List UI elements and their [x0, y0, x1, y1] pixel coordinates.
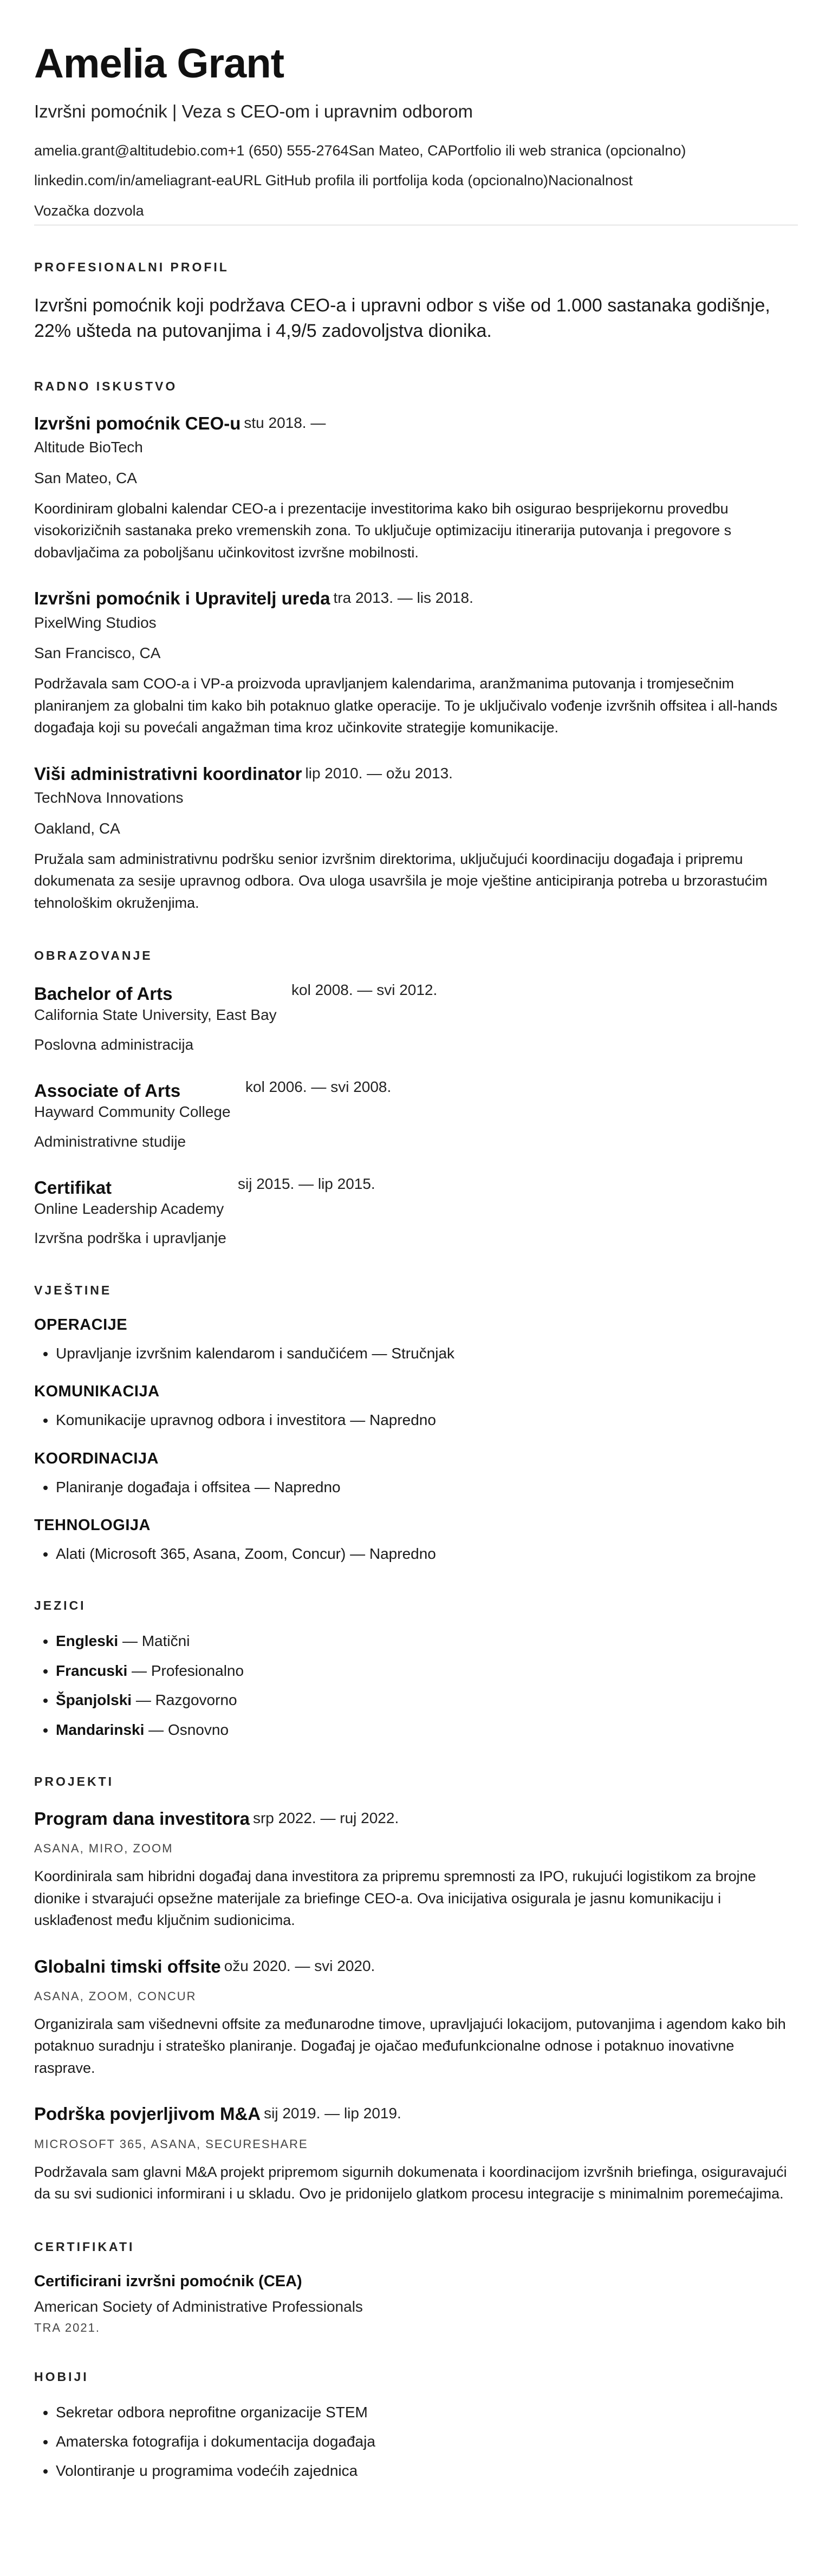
job-title: Izvršni pomoćnik CEO-u: [34, 413, 241, 433]
project-description: Koordinirala sam hibridni događaj dana investitora za pripremu spremnosti za IPO, rukujući logistikom za brojne dionike i stvarajući opsežne materijale za briefinge CEO-a. Ova inicijativa osigurala je jasnu komunikaciju i usklađenost među ključnim sudionicima.: [34, 1868, 756, 1929]
skill-item: • Upravljanje izvršnim kalendarom i sandučićem — Stručnjak: [56, 1344, 798, 1363]
language-item: [56, 1661, 798, 1681]
section-title-skills: VJEŠTINE: [34, 1283, 112, 1297]
skill-item: • Komunikacije upravnog odbora i investitora — Napredno: [56, 1410, 798, 1430]
education-school: Hayward Community College: [34, 1103, 231, 1121]
contact-nationality: Nacionalnost: [548, 172, 633, 189]
job-description: Podržavala sam COO-a i VP-a proizvoda upravljanjem kalendarima, aranžmanima putovanja i tromjesečnim planiranjem za globalni tim kako bih potaknuo glatke operacije. To je uključivalo vođenje izvršnih offsitea i all-hands događaja koji su povećali angažman tima kroz učinkovite strategije komunikacije.: [34, 675, 778, 736]
contact-location: San Mateo, CA: [348, 142, 448, 159]
project-tech: ASANA, ZOOM, CONCUR: [34, 1989, 197, 2003]
project-dates: sij 2019. — lip 2019.: [264, 2105, 401, 2122]
education-item: [34, 981, 798, 1055]
section-title-profile: PROFESIONALNI PROFIL: [34, 259, 229, 274]
education-item: [34, 1175, 798, 1248]
certificate-name: Certificirani izvršni pomoćnik (CEA): [34, 2272, 302, 2290]
project-title: Podrška povjerljivom M&A: [34, 2104, 261, 2124]
language-name: Španjolski: [56, 1692, 132, 1709]
hobby-item: • Volontiranje u programima vodećih zajednica: [56, 2461, 798, 2481]
language-item: [56, 1720, 798, 1740]
skill-item: • Planiranje događaja i offsitea — Napredno: [56, 1478, 798, 1497]
education-dates: sij 2015. — lip 2015.: [238, 1175, 375, 1193]
language-level: — Razgovorno: [132, 1692, 237, 1709]
skill-group: [34, 1517, 798, 1564]
skill-item: • Alati (Microsoft 365, Asana, Zoom, Concur) — Napredno: [56, 1544, 798, 1564]
language-item: [56, 1690, 798, 1710]
language-name: Engleski: [56, 1632, 119, 1650]
profile-summary: Izvršni pomoćnik koji podržava CEO-a i upravni odbor s više od 1.000 sastanaka godišnje, 22% ušteda na putovanjima i 4,9/5 zadovoljstva dionika.: [34, 295, 770, 342]
project-item: [34, 1807, 798, 1931]
language-level: — Osnovno: [144, 1721, 229, 1738]
project-description: Podržavala sam glavni M&A projekt pripremom sigurnih dokumenata i koordinacijom izvršnih briefinga, osiguravajući da su svi sudionici informirani i u skladu. Ovo je pridonijelo glatkom procesu integracije s minimalnim poremećajima.: [34, 2163, 787, 2202]
certificate-date: TRA 2021.: [34, 2320, 100, 2334]
skill-category: KOMUNIKACIJA: [34, 1383, 160, 1401]
candidate-tagline: Izvršni pomoćnik | Veza s CEO-om i upravnim odborom: [34, 101, 473, 121]
section-title-languages: JEZICI: [34, 1598, 86, 1613]
job-location: Oakland, CA: [34, 819, 120, 837]
skill-group: [34, 1450, 798, 1497]
project-dates: ožu 2020. — svi 2020.: [224, 1957, 375, 1974]
project-tech: ASANA, MIRO, ZOOM: [34, 1842, 173, 1856]
contact-portfolio: Portfolio ili web stranica (opcionalno): [447, 142, 686, 159]
language-level: — Profesionalno: [127, 1662, 244, 1679]
job-title: Viši administrativni koordinator: [34, 763, 302, 784]
education-dates: kol 2008. — svi 2012.: [291, 981, 438, 999]
education-field: Administrativne studije: [34, 1133, 186, 1150]
contact-linkedin: linkedin.com/in/ameliagrant-ea: [34, 172, 233, 189]
skill-category: TEHNOLOGIJA: [34, 1516, 151, 1534]
contact-github: URL GitHub profila ili portfolija koda (opcionalno): [232, 172, 548, 189]
job-dates: lip 2010. — ožu 2013.: [305, 764, 453, 782]
education-degree: Associate of Arts: [34, 1081, 181, 1101]
contact-info: [34, 141, 798, 220]
contact-line-1: [34, 141, 798, 160]
candidate-name: Amelia Grant: [34, 41, 284, 87]
language-item: [56, 1631, 798, 1651]
contact-line-3: [34, 201, 798, 220]
experience-item: [34, 763, 798, 914]
certificate-org: American Society of Administrative Professionals: [34, 2298, 363, 2315]
language-list: [34, 1631, 798, 1740]
language-level: — Matični: [118, 1632, 190, 1650]
education-dates: kol 2006. — svi 2008.: [245, 1078, 392, 1096]
job-company: TechNova Innovations: [34, 789, 184, 806]
skill-group: [34, 1316, 798, 1363]
project-title: Globalni timski offsite: [34, 1956, 221, 1976]
project-title: Program dana investitora: [34, 1808, 250, 1829]
education-degree: Bachelor of Arts: [34, 984, 173, 1004]
skill-category: OPERACIJE: [34, 1316, 128, 1333]
skill-group: [34, 1383, 798, 1430]
experience-item: [34, 412, 798, 564]
education-field: Poslovna administracija: [34, 1036, 194, 1053]
certificate-item: [34, 2273, 798, 2335]
education-field: Izvršna podrška i upravljanje: [34, 1230, 226, 1247]
education-degree: Certifikat: [34, 1178, 112, 1198]
job-company: Altitude BioTech: [34, 439, 143, 456]
language-name: Francuski: [56, 1662, 128, 1679]
section-title-certificates: CERTIFIKATI: [34, 2239, 135, 2254]
education-school: California State University, East Bay: [34, 1006, 277, 1024]
project-item: [34, 2103, 798, 2204]
section-title-projects: PROJEKTI: [34, 1774, 114, 1788]
section-title-education: OBRAZOVANJE: [34, 948, 153, 963]
job-title: Izvršni pomoćnik i Upravitelj ureda: [34, 588, 330, 609]
project-tech: MICROSOFT 365, ASANA, SECURESHARE: [34, 2137, 308, 2151]
education-school: Online Leadership Academy: [34, 1200, 224, 1218]
hobby-item: • Sekretar odbora neprofitne organizacije STEM: [56, 2403, 798, 2422]
job-company: PixelWing Studios: [34, 614, 157, 631]
language-name: Mandarinski: [56, 1721, 145, 1738]
job-dates: tra 2013. — lis 2018.: [333, 589, 473, 607]
job-description: Koordiniram globalni kalendar CEO-a i prezentacije investitorima kako bih osigurao besprijekornu provedbu visokorizičnih sastanaka preko vremenskih zona. To uključuje optimizaciju itinerarija putovanja i pregovore s dobavljačima za poboljšanu učinkovitost izvršne mobilnosti.: [34, 500, 732, 561]
job-location: San Mateo, CA: [34, 469, 137, 486]
section-title-hobbies: HOBIJI: [34, 2369, 89, 2384]
experience-item: [34, 587, 798, 739]
project-description: Organizirala sam višednevni offsite za međunarodne timove, upravljajući lokacijom, putovanjima i agendom kako bih potaknuo suradnju i strateško planiranje. Događaj je ojačao međufunkcionalne odnose i potaknuo inovativne rasprave.: [34, 2015, 786, 2076]
job-location: San Francisco, CA: [34, 645, 161, 662]
section-title-experience: RADNO ISKUSTVO: [34, 379, 178, 393]
job-dates: stu 2018. —: [244, 414, 326, 431]
hobby-list: [34, 2403, 798, 2481]
contact-phone: +1 (650) 555-2764: [227, 142, 349, 159]
hobby-item: • Amaterska fotografija i dokumentacija događaja: [56, 2432, 798, 2451]
contact-license: Vozačka dozvola: [34, 202, 144, 219]
skill-category: KOORDINACIJA: [34, 1449, 159, 1467]
education-item: [34, 1078, 798, 1152]
project-dates: srp 2022. — ruj 2022.: [252, 1809, 399, 1826]
project-item: [34, 1955, 798, 2079]
contact-email: amelia.grant@altitudebio.com: [34, 142, 228, 159]
job-description: Pružala sam administrativnu podršku senior izvršnim direktorima, uključujući koordinaciju događaja i pripremu dokumenata za sesije upravnog odbora. Ova uloga usavršila je moje vještine anticipiranja potreba u brzorastućim tehnološkim okruženjima.: [34, 850, 768, 911]
contact-line-2: [34, 171, 798, 190]
